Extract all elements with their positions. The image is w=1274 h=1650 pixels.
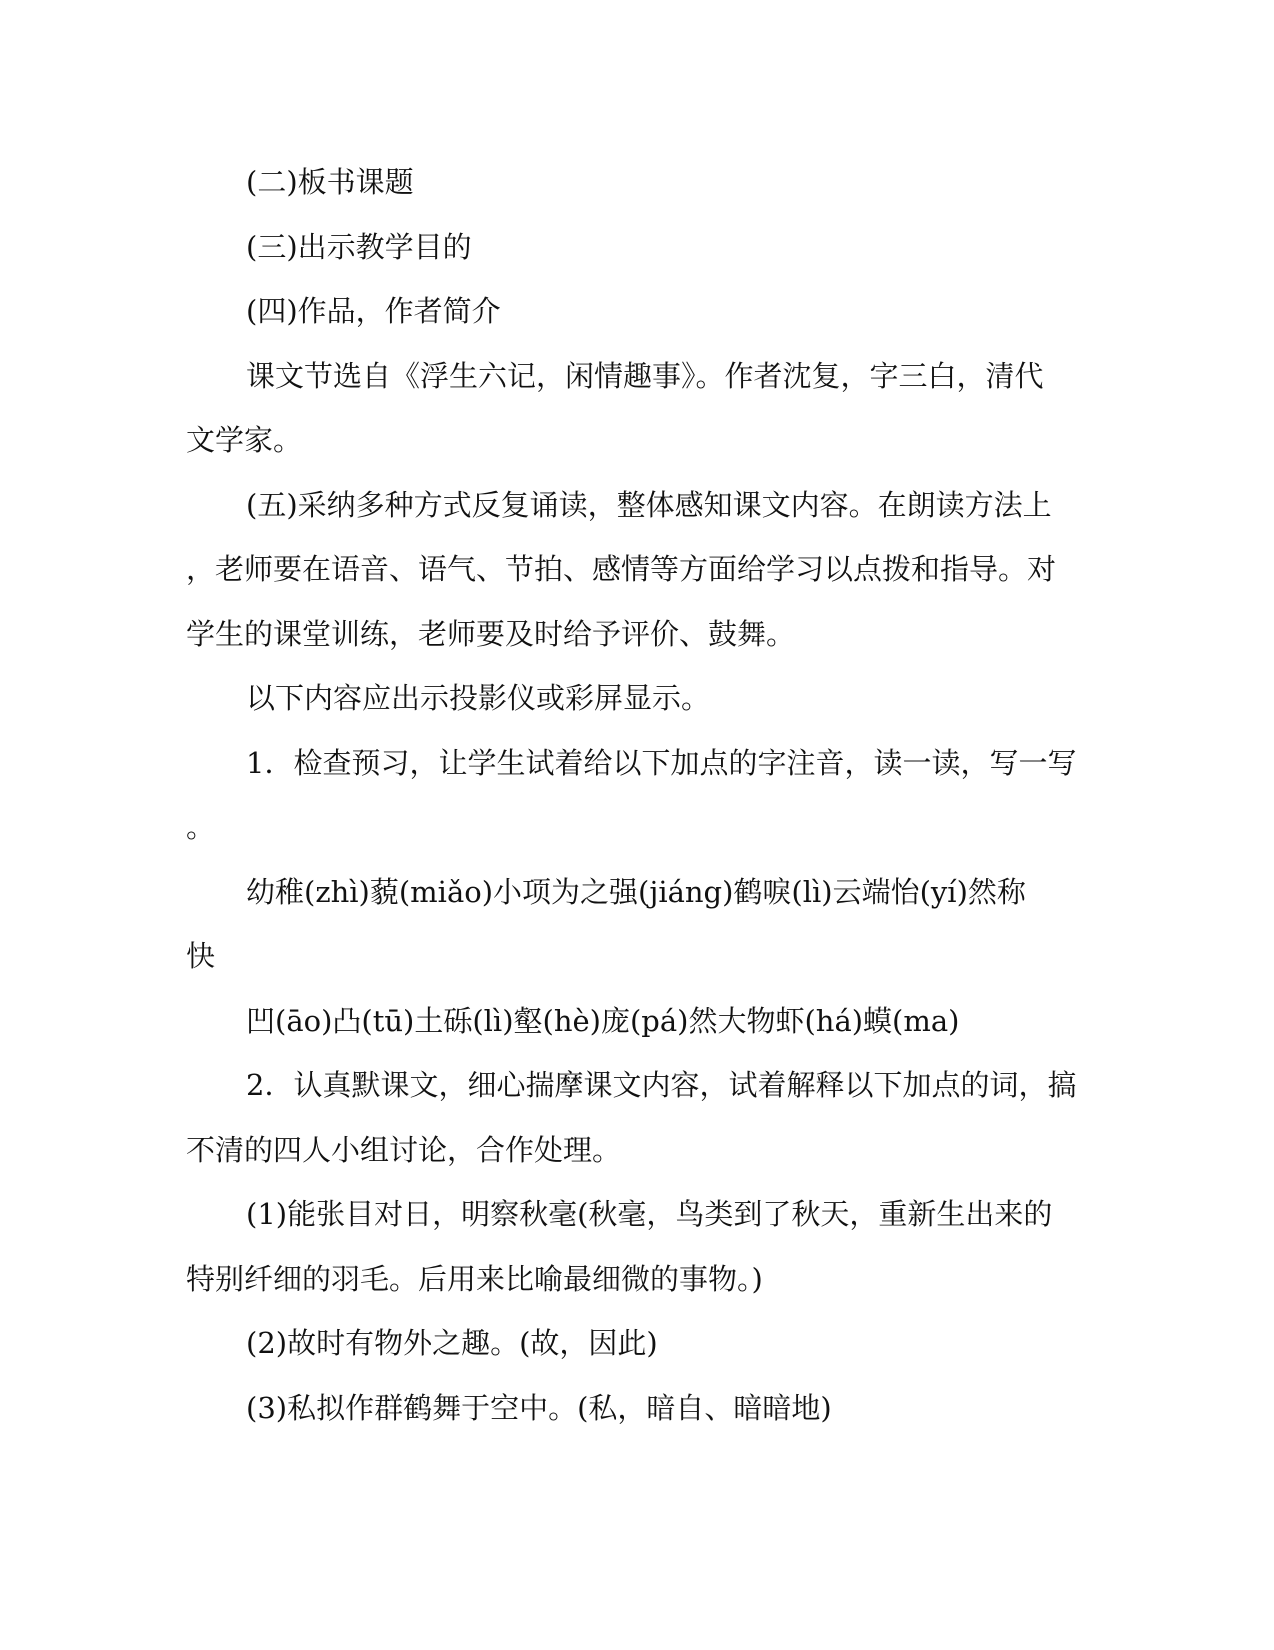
explanation-line: (3)私拟作群鹤舞于空中。(私，暗自、暗暗地) (246, 1390, 832, 1425)
heading-author-intro: (四)作品，作者简介 (246, 294, 501, 328)
paragraph-line: (五)采纳多种方式反复诵读，整体感知课文内容。在朗读方法上 (246, 487, 1052, 522)
explanation-line: 特别纤细的羽毛。后用来比喻最细微的事物。) (186, 1261, 763, 1296)
heading-teaching-goals: (三)出示教学目的 (246, 229, 472, 264)
paragraph-line: 以下内容应出示投影仪或彩屏显示。 (246, 681, 711, 715)
pinyin-line: 幼稚(zhì)藐(miǎo)小项为之强(jiáng)鹤唳(lì)云端怡(yí)然称 (246, 874, 1026, 909)
paragraph-line: ，老师要在语音、语气、节拍、感情等方面给学习以点拨和指导。对 (186, 552, 1057, 586)
pinyin-line: 快 (186, 939, 216, 973)
paragraph-line: 文学家。 (186, 423, 303, 457)
explanation-line: (1)能张目对日，明察秋毫(秋毫，鸟类到了秋天，重新生出来的 (246, 1197, 1053, 1231)
paragraph-line: 学生的课堂训练，老师要及时给予评价、鼓舞。 (186, 616, 796, 651)
heading-board-title: (二)板书课题 (246, 165, 414, 199)
list-item-line: 1．检查预习，让学生试着给以下加点的字注音，读一读，写一写 (246, 745, 1077, 780)
list-item-line: 。 (186, 810, 216, 844)
document-body (186, 162, 1086, 1452)
pinyin-line: 凹(āo)凸(tū)土砾(lì)壑(hè)庞(pá)然大物虾(há)蟆(ma) (246, 1003, 960, 1038)
explanation-line: (2)故时有物外之趣。(故，因此) (246, 1326, 658, 1360)
list-item-line: 2．认真默课文，细心揣摩课文内容，试着解释以下加点的词，搞 (246, 1068, 1077, 1102)
list-item-line: 不清的四人小组讨论，合作处理。 (186, 1132, 622, 1167)
paragraph-line: 课文节选自《浮生六记，闲情趣事》。作者沈复，字三白，清代 (246, 358, 1044, 393)
